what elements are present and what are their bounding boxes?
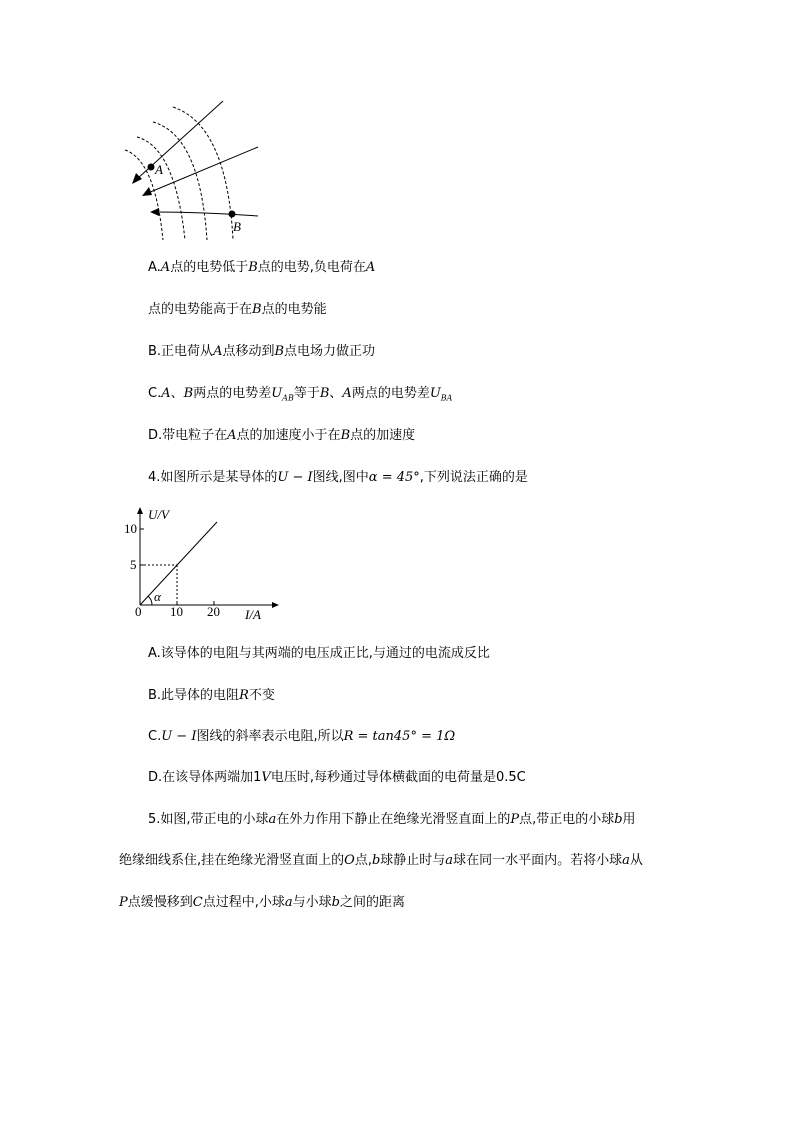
label-point-a: A (155, 162, 163, 177)
label-point-b: B (233, 219, 241, 234)
x-tick-label-10: 10 (170, 604, 183, 619)
equipotential-line-4 (173, 107, 233, 240)
q3-option-c: C.A、B两点的电势差$U_{AB}$等于B、A两点的电势差$U_{BA}$ (148, 386, 453, 403)
angle-label: α (154, 589, 161, 604)
arrowhead-3 (150, 208, 159, 216)
u-i-graph (115, 505, 285, 630)
iu-line (140, 522, 217, 605)
y-axis-label: U/V (148, 507, 169, 522)
x-axis-label: I/A (245, 607, 261, 622)
y-tick-label-5: 5 (130, 557, 137, 572)
q4-stem: 4.如图所示是某导体的U − I图线,图中α = 45°,下列说法正确的是 (148, 470, 528, 485)
angle-arc (148, 596, 152, 605)
y-tick-label-10: 10 (124, 521, 137, 536)
arrowhead-1 (132, 173, 142, 184)
q3-option-b: B.正电荷从A点移动到B点电场力做正功 (148, 344, 376, 359)
q4-option-c: C.U − I图线的斜率表示电阻,所以R = tan45° = 1Ω (148, 729, 456, 744)
origin-label: 0 (135, 604, 142, 619)
q3-option-a-line1: A.A点的电势低于B点的电势,负电荷在A (148, 260, 376, 275)
y-axis-arrow (137, 507, 143, 514)
q4-option-b: B.此导体的电阻R不变 (148, 688, 275, 703)
q4-option-a: A.该导体的电阻与其两端的电压成正比,与通过的电流成反比 (148, 646, 490, 661)
q3-option-d: D.带电粒子在A点的加速度小于在B点的加速度 (148, 428, 416, 443)
q5-line3: P点缓慢移到C点过程中,小球a与小球b之间的距离 (119, 895, 405, 910)
q3-option-a-line2: 点的电势能高于在B点的电势能 (148, 302, 327, 317)
point-a-dot (148, 164, 155, 171)
q5-line2: 绝缘细线系住,挂在绝缘光滑竖直面上的O点,b球静止时与a球在同一水平面内。若将小球a从 (119, 853, 643, 868)
field-figure (115, 95, 275, 245)
q4-option-d: D.在该导体两端加1V电压时,每秒通过导体横截面的电荷量是0.5C (148, 770, 526, 785)
arrowhead-2 (142, 187, 152, 196)
q5-line1: 5.如图,带正电的小球a在外力作用下静止在绝缘光滑竖直面上的P点,带正电的小球b用 (148, 812, 636, 827)
trajectory-line-3 (155, 212, 258, 216)
point-b-dot (229, 211, 236, 218)
x-tick-label-20: 20 (207, 604, 220, 619)
x-axis-arrow (272, 602, 279, 608)
